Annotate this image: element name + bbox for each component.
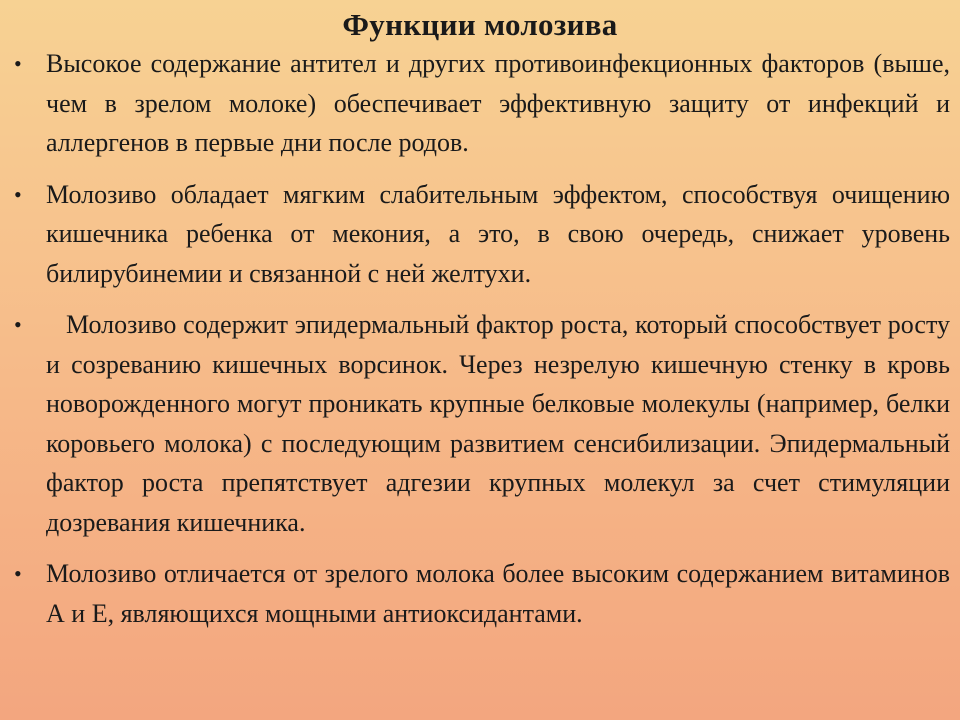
bullet-text: Молозиво отличается от зрелого молока более высоким содержанием витаминов А и Е, являющихся мощными антиоксидантами.: [46, 559, 950, 628]
bullet-item-growth-factor: [14, 305, 950, 542]
bullet-marker: •: [14, 51, 22, 76]
slide-title: Функции молозива: [342, 7, 618, 42]
bullet-item-laxative-effect: [14, 175, 950, 294]
bullet-text: Высокое содержание антител и других противоинфекционных факторов (выше, чем в зрелом молоке) обеспечивает эффективную защиту от инфекций и аллергенов в первые дни после родов.: [46, 49, 950, 157]
bullet-list: [14, 44, 950, 645]
bullet-marker: •: [14, 181, 22, 207]
bullet-item-vitamins: [14, 554, 950, 633]
bullet-text: Молозиво содержит эпидермальный фактор роста, который способствует росту и созреванию кишечных ворсинок. Через незрелую кишечную стенку в кровь новорожденного могут проникать крупные белковые молекулы (например, белки коровьего молока) с последующим развитием сенсибилизации. Эпидермальный фактор роста препятствует адгезии крупных молекул за счет стимуляции дозревания кишечника.: [46, 310, 950, 537]
bullet-marker: •: [14, 561, 22, 586]
bullet-item-antibodies: [14, 44, 950, 163]
bullet-marker: •: [14, 312, 22, 337]
bullet-text: Молозиво обладает мягким слабительным эффектом, способствуя очищению кишечника ребенка от мекония, а это, в свою очередь, снижает уровень билирубинемии и связанной с ней желтухи.: [46, 179, 950, 288]
